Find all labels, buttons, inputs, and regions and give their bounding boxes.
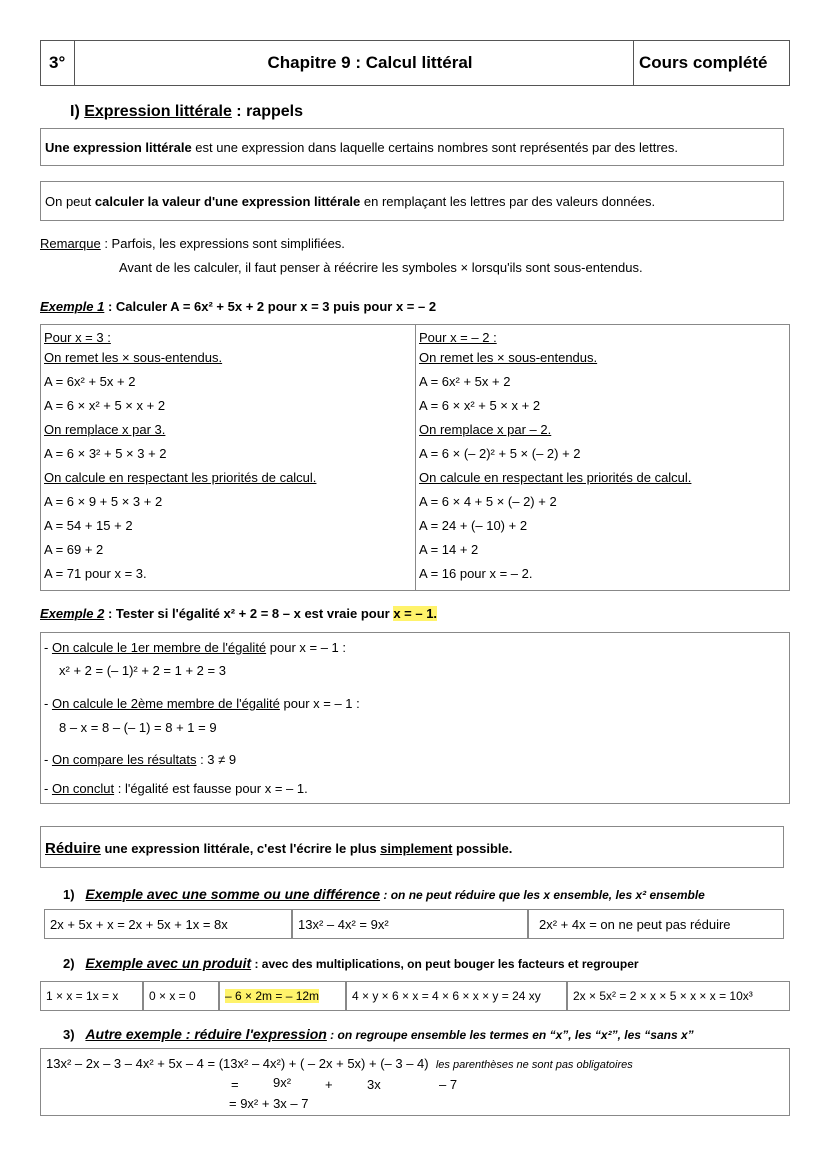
rule1-cell1: 2x + 5x + x = 2x + 5x + 1x = 8x [44, 909, 292, 939]
left-step-7: A = 6 × 9 + 5 × 3 + 2 [44, 494, 163, 509]
rule2-title: 2) Exemple avec un produit : avec des multiplications, on peut bouger les facteurs et regrouper [63, 955, 639, 971]
remark-line2: Avant de les calculer, il faut penser à réécrire les symboles × lorsqu'ils sont sous-entendus. [119, 260, 643, 275]
left-step-6: On calcule en respectant les priorités de calcul. [44, 470, 317, 485]
rule2-cell4: 4 × y × 6 × x = 4 × 6 × x × y = 24 xy [346, 981, 567, 1011]
right-step-2: A = 6x² + 5x + 2 [419, 374, 511, 389]
class-level: 3° [49, 53, 66, 72]
right-step-7: A = 6 × 4 + 5 × (– 2) + 2 [419, 494, 557, 509]
calculation-box: On peut calculer la valeur d'une expression littérale en remplaçant les lettres par des valeurs données. [40, 181, 784, 221]
example2-title: Exemple 2 : Tester si l'égalité x² + 2 = 8 – x est vraie pour x = – 1. [40, 606, 438, 621]
right-step-9: A = 14 + 2 [419, 542, 479, 557]
left-step-8: A = 54 + 15 + 2 [44, 518, 133, 533]
reduce-definition: Réduire une expression littérale, c'est l'écrire le plus simplement possible. [40, 826, 784, 868]
right-step-3: A = 6 × x² + 5 × x + 2 [419, 398, 541, 413]
course-status: Cours complété [639, 53, 768, 72]
rule2-cell5: 2x × 5x² = 2 × x × 5 × x × x = 10x³ [567, 981, 790, 1011]
example2-box: - On calcule le 1er membre de l'égalité pour x = – 1 : x² + 2 = (– 1)² + 2 = 1 + 2 = 3 - On calcule le 2ème membre de l'égalité pour x = – 1 : 8 – x = 8 – (– 1) = 8 + 1 = 9 - On compare les résultats : 3 ≠ 9 - On conclut : l'égalité est fausse pour x = – 1. [40, 632, 790, 804]
rule1-cell2: 13x² – 4x² = 9x² [292, 909, 528, 939]
chapter-header [40, 40, 790, 86]
remark: Remarque : Parfois, les expressions sont simplifiées. [40, 236, 345, 251]
rule3-title: 3) Autre exemple : réduire l'expression : on regroupe ensemble les termes en “x”, les “x²”, les “sans x” [63, 1026, 694, 1042]
left-step-1: On remet les × sous-entendus. [44, 350, 223, 365]
left-step-9: A = 69 + 2 [44, 542, 104, 557]
left-step-2: A = 6x² + 5x + 2 [44, 374, 136, 389]
definition-box: Une expression littérale est une expression dans laquelle certains nombres sont représentés par des lettres. [40, 128, 784, 166]
left-step-4: On remplace x par 3. [44, 422, 166, 437]
section-title: I) Expression littérale : rappels [70, 103, 303, 120]
left-step-5: A = 6 × 3² + 5 × 3 + 2 [44, 446, 167, 461]
chapter-title: Chapitre 9 : Calcul littéral [267, 53, 473, 72]
left-step-10: A = 71 pour x = 3. [44, 566, 147, 581]
rule3-box: 13x² – 2x – 3 – 4x² + 5x – 4 = (13x² – 4x²) + ( – 2x + 5x) + (– 3 – 4) les parenthèses ne sont pas obligatoires = 9x² + 3x – 7 = 9x² + 3x – 7 [40, 1048, 790, 1116]
example1-table [40, 324, 790, 591]
right-step-4: On remplace x par – 2. [419, 422, 552, 437]
example1-title: Exemple 1 : Calculer A = 6x² + 5x + 2 pour x = 3 puis pour x = – 2 [40, 299, 437, 314]
rule1-cell3: 2x² + 4x = on ne peut pas réduire [528, 909, 784, 939]
right-step-10: A = 16 pour x = – 2. [419, 566, 533, 581]
right-step-8: A = 24 + (– 10) + 2 [419, 518, 528, 533]
left-step-0: Pour x = 3 : [44, 330, 111, 345]
right-step-0: Pour x = – 2 : [419, 330, 497, 345]
right-step-6: On calcule en respectant les priorités de calcul. [419, 470, 692, 485]
rule2-cell2: 0 × x = 0 [143, 981, 219, 1011]
rule1-title: 1) Exemple avec une somme ou une différence : on ne peut réduire que les x ensemble, les x² ensemble [63, 886, 705, 902]
left-step-3: A = 6 × x² + 5 × x + 2 [44, 398, 166, 413]
right-step-5: A = 6 × (– 2)² + 5 × (– 2) + 2 [419, 446, 581, 461]
right-step-1: On remet les × sous-entendus. [419, 350, 598, 365]
rule2-cell3: – 6 × 2m = – 12m [219, 981, 346, 1011]
rule2-cell1: 1 × x = 1x = x [40, 981, 143, 1011]
